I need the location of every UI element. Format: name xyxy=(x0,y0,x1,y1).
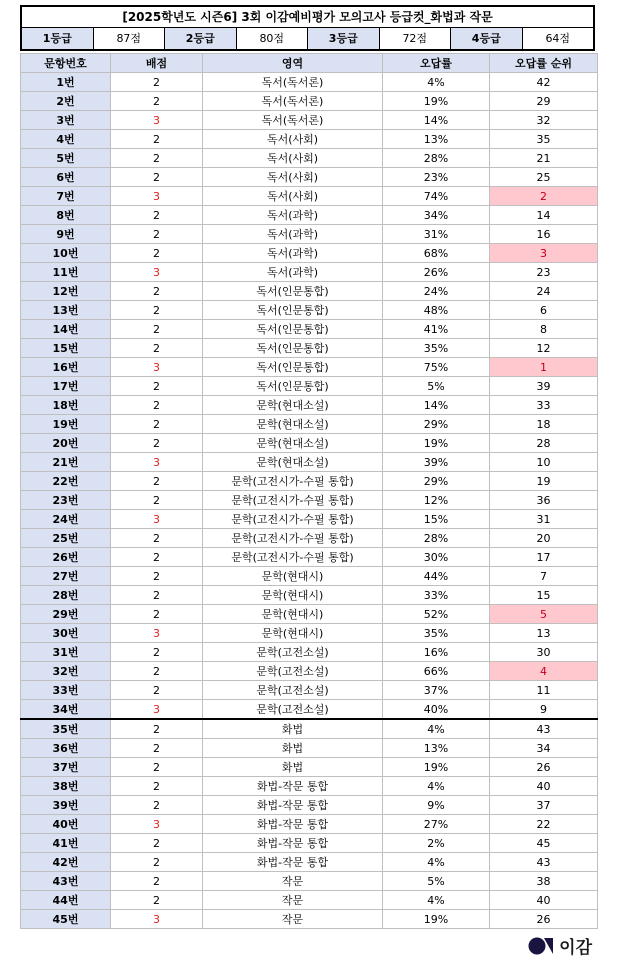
error-rate-cell: 24% xyxy=(383,282,490,301)
error-rank-cell: 4 xyxy=(490,662,598,681)
area-cell: 문학(현대시) xyxy=(203,586,383,605)
table-row xyxy=(21,453,598,472)
table-row xyxy=(21,815,598,834)
table-row xyxy=(21,586,598,605)
area-cell: 문학(고전시가-수필 통합) xyxy=(203,491,383,510)
table-row xyxy=(21,643,598,662)
area-cell: 문학(고전소설) xyxy=(203,681,383,700)
error-rate-cell: 19% xyxy=(383,92,490,111)
error-rate-cell: 29% xyxy=(383,472,490,491)
error-rate-cell: 26% xyxy=(383,263,490,282)
error-rank-cell: 29 xyxy=(490,92,598,111)
error-rank-cell: 23 xyxy=(490,263,598,282)
table-row xyxy=(21,491,598,510)
error-rate-cell: 28% xyxy=(383,529,490,548)
error-rank-cell: 33 xyxy=(490,396,598,415)
error-rank-cell: 25 xyxy=(490,168,598,187)
error-rate-cell: 48% xyxy=(383,301,490,320)
area-cell: 문학(고전시가-수필 통합) xyxy=(203,510,383,529)
error-rank-cell: 30 xyxy=(490,643,598,662)
points-cell: 2 xyxy=(111,548,203,567)
error-rate-cell: 31% xyxy=(383,225,490,244)
error-rate-cell: 41% xyxy=(383,320,490,339)
area-cell: 독서(사회) xyxy=(203,149,383,168)
area-cell: 독서(사회) xyxy=(203,187,383,206)
error-rank-cell: 3 xyxy=(490,244,598,263)
error-rank-cell: 5 xyxy=(490,605,598,624)
error-rank-cell: 20 xyxy=(490,529,598,548)
col-header-question: 문항번호 xyxy=(21,54,111,73)
error-rank-cell: 24 xyxy=(490,282,598,301)
error-rate-cell: 13% xyxy=(383,739,490,758)
question-number-cell: 14번 xyxy=(21,320,111,339)
points-cell: 2 xyxy=(111,130,203,149)
error-rate-cell: 34% xyxy=(383,206,490,225)
question-number-cell: 23번 xyxy=(21,491,111,510)
points-cell: 2 xyxy=(111,777,203,796)
question-number-cell: 8번 xyxy=(21,206,111,225)
table-row xyxy=(21,301,598,320)
igam-logo xyxy=(528,933,592,958)
grade-2-label: 2등급 xyxy=(165,28,237,49)
question-number-cell: 39번 xyxy=(21,796,111,815)
table-row xyxy=(21,567,598,586)
points-cell: 2 xyxy=(111,567,203,586)
error-rank-cell: 21 xyxy=(490,149,598,168)
question-number-cell: 19번 xyxy=(21,415,111,434)
grade-1-label: 1등급 xyxy=(22,28,94,49)
grade-4-score: 64점 xyxy=(545,32,571,45)
error-rate-cell: 39% xyxy=(383,453,490,472)
points-cell: 3 xyxy=(111,111,203,130)
points-cell: 2 xyxy=(111,282,203,301)
col-header-area: 영역 xyxy=(203,54,383,73)
area-cell: 독서(사회) xyxy=(203,168,383,187)
table-row xyxy=(21,168,598,187)
error-rate-cell: 15% xyxy=(383,510,490,529)
area-cell: 문학(고전시가-수필 통합) xyxy=(203,472,383,491)
question-number-cell: 2번 xyxy=(21,92,111,111)
area-cell: 독서(인문통합) xyxy=(203,320,383,339)
table-row xyxy=(21,872,598,891)
grade-3-score: 72점 xyxy=(380,28,452,49)
points-cell: 3 xyxy=(111,815,203,834)
table-row xyxy=(21,244,598,263)
error-rank-cell: 34 xyxy=(490,739,598,758)
error-rate-cell: 33% xyxy=(383,586,490,605)
points-cell: 2 xyxy=(111,796,203,815)
error-rate-cell: 16% xyxy=(383,643,490,662)
table-row xyxy=(21,719,598,739)
error-rate-cell: 37% xyxy=(383,681,490,700)
question-number-cell: 40번 xyxy=(21,815,111,834)
error-rate-cell: 19% xyxy=(383,910,490,929)
error-rank-cell: 43 xyxy=(490,719,598,739)
question-number-cell: 34번 xyxy=(21,700,111,720)
points-cell: 2 xyxy=(111,643,203,662)
points-cell: 2 xyxy=(111,719,203,739)
points-cell: 3 xyxy=(111,624,203,643)
question-number-cell: 24번 xyxy=(21,510,111,529)
table-row xyxy=(21,777,598,796)
points-cell: 3 xyxy=(111,358,203,377)
error-rank-cell: 1 xyxy=(490,358,598,377)
area-cell: 독서(인문통합) xyxy=(203,358,383,377)
error-rate-cell: 12% xyxy=(383,491,490,510)
error-rank-cell: 42 xyxy=(490,73,598,92)
error-rate-cell: 74% xyxy=(383,187,490,206)
points-cell: 3 xyxy=(111,910,203,929)
points-cell: 2 xyxy=(111,244,203,263)
area-cell: 화법-작문 통합 xyxy=(203,777,383,796)
error-rate-cell: 9% xyxy=(383,796,490,815)
error-rank-cell: 43 xyxy=(490,853,598,872)
table-row xyxy=(21,282,598,301)
table-row xyxy=(21,73,598,92)
question-number-cell: 36번 xyxy=(21,739,111,758)
igam-logo-icon xyxy=(528,937,554,955)
area-cell: 독서(인문통합) xyxy=(203,282,383,301)
error-rank-cell: 37 xyxy=(490,796,598,815)
table-row xyxy=(21,529,598,548)
table-row xyxy=(21,263,598,282)
points-cell: 2 xyxy=(111,472,203,491)
points-cell: 2 xyxy=(111,396,203,415)
points-cell: 2 xyxy=(111,73,203,92)
error-rank-cell: 18 xyxy=(490,415,598,434)
points-cell: 2 xyxy=(111,339,203,358)
error-rank-cell: 11 xyxy=(490,681,598,700)
question-number-cell: 37번 xyxy=(21,758,111,777)
area-cell: 문학(현대소설) xyxy=(203,415,383,434)
question-number-cell: 15번 xyxy=(21,339,111,358)
area-cell: 문학(현대시) xyxy=(203,624,383,643)
error-rate-cell: 68% xyxy=(383,244,490,263)
error-rank-cell: 39 xyxy=(490,377,598,396)
table-row xyxy=(21,662,598,681)
area-cell: 독서(독서론) xyxy=(203,73,383,92)
table-row xyxy=(21,472,598,491)
question-number-cell: 10번 xyxy=(21,244,111,263)
error-rate-cell: 35% xyxy=(383,624,490,643)
error-rate-cell: 4% xyxy=(383,73,490,92)
area-cell: 작문 xyxy=(203,891,383,910)
grade-4-label: 4등급 xyxy=(451,28,523,49)
question-number-cell: 28번 xyxy=(21,586,111,605)
area-cell: 독서(과학) xyxy=(203,244,383,263)
area-cell: 화법-작문 통합 xyxy=(203,853,383,872)
points-cell: 2 xyxy=(111,415,203,434)
points-cell: 2 xyxy=(111,206,203,225)
error-rate-cell: 28% xyxy=(383,149,490,168)
error-rate-cell: 13% xyxy=(383,130,490,149)
area-cell: 독서(독서론) xyxy=(203,111,383,130)
points-cell: 2 xyxy=(111,168,203,187)
error-rank-cell: 38 xyxy=(490,872,598,891)
table-row xyxy=(21,415,598,434)
area-cell: 화법 xyxy=(203,739,383,758)
table-row xyxy=(21,206,598,225)
points-cell: 2 xyxy=(111,891,203,910)
points-cell: 2 xyxy=(111,301,203,320)
error-rate-cell: 5% xyxy=(383,872,490,891)
error-rank-cell: 14 xyxy=(490,206,598,225)
table-row xyxy=(21,605,598,624)
points-cell: 2 xyxy=(111,853,203,872)
area-cell: 독서(과학) xyxy=(203,263,383,282)
table-body xyxy=(21,73,598,929)
question-number-cell: 21번 xyxy=(21,453,111,472)
table-row xyxy=(21,320,598,339)
error-rate-cell: 4% xyxy=(383,853,490,872)
question-number-cell: 26번 xyxy=(21,548,111,567)
question-number-cell: 44번 xyxy=(21,891,111,910)
error-rank-cell: 36 xyxy=(490,491,598,510)
table-row xyxy=(21,758,598,777)
error-rate-cell: 40% xyxy=(383,700,490,720)
area-cell: 문학(고전소설) xyxy=(203,643,383,662)
area-cell: 작문 xyxy=(203,872,383,891)
points-cell: 3 xyxy=(111,510,203,529)
points-cell: 2 xyxy=(111,758,203,777)
area-cell: 독서(인문통합) xyxy=(203,339,383,358)
points-cell: 2 xyxy=(111,529,203,548)
points-cell: 2 xyxy=(111,434,203,453)
table-row xyxy=(21,396,598,415)
question-number-cell: 5번 xyxy=(21,149,111,168)
points-cell: 2 xyxy=(111,834,203,853)
error-rank-cell: 6 xyxy=(490,301,598,320)
area-cell: 문학(고전시가-수필 통합) xyxy=(203,548,383,567)
area-cell: 독서(사회) xyxy=(203,130,383,149)
points-cell: 2 xyxy=(111,681,203,700)
error-rank-cell: 16 xyxy=(490,225,598,244)
points-cell: 2 xyxy=(111,92,203,111)
error-rate-cell: 4% xyxy=(383,777,490,796)
question-number-cell: 38번 xyxy=(21,777,111,796)
table-row xyxy=(21,834,598,853)
question-number-cell: 29번 xyxy=(21,605,111,624)
points-cell: 2 xyxy=(111,586,203,605)
error-rate-cell: 5% xyxy=(383,377,490,396)
table-row xyxy=(21,92,598,111)
table-row xyxy=(21,130,598,149)
points-cell: 2 xyxy=(111,377,203,396)
error-rate-cell: 23% xyxy=(383,168,490,187)
area-cell: 화법 xyxy=(203,758,383,777)
logo-text: 이감 xyxy=(559,938,592,958)
error-rank-cell: 26 xyxy=(490,758,598,777)
question-number-cell: 43번 xyxy=(21,872,111,891)
error-rank-cell: 31 xyxy=(490,510,598,529)
error-rank-cell: 12 xyxy=(490,339,598,358)
question-number-cell: 4번 xyxy=(21,130,111,149)
question-number-cell: 41번 xyxy=(21,834,111,853)
error-rank-cell: 35 xyxy=(490,130,598,149)
question-number-cell: 18번 xyxy=(21,396,111,415)
error-rank-cell: 32 xyxy=(490,111,598,130)
area-cell: 독서(인문통합) xyxy=(203,377,383,396)
error-rate-cell: 14% xyxy=(383,396,490,415)
table-row xyxy=(21,681,598,700)
table-row xyxy=(21,700,598,720)
points-cell: 3 xyxy=(111,453,203,472)
question-number-cell: 3번 xyxy=(21,111,111,130)
points-cell: 2 xyxy=(111,662,203,681)
table-row xyxy=(21,225,598,244)
points-cell: 2 xyxy=(111,320,203,339)
error-rate-cell: 44% xyxy=(383,567,490,586)
error-rank-cell: 9 xyxy=(490,700,598,720)
table-row xyxy=(21,339,598,358)
area-cell: 화법-작문 통합 xyxy=(203,815,383,834)
error-rank-cell: 7 xyxy=(490,567,598,586)
question-number-cell: 33번 xyxy=(21,681,111,700)
error-rate-cell: 4% xyxy=(383,891,490,910)
table-row xyxy=(21,434,598,453)
area-cell: 독서(독서론) xyxy=(203,92,383,111)
area-cell: 문학(현대소설) xyxy=(203,453,383,472)
error-rate-cell: 29% xyxy=(383,415,490,434)
grade-2-score: 80점 xyxy=(237,28,309,49)
table-row xyxy=(21,111,598,130)
error-rank-cell: 22 xyxy=(490,815,598,834)
area-cell: 독서(인문통합) xyxy=(203,301,383,320)
error-rank-cell: 13 xyxy=(490,624,598,643)
area-cell: 독서(과학) xyxy=(203,225,383,244)
grade-3-label: 3등급 xyxy=(308,28,380,49)
grade-cut-row xyxy=(22,28,593,49)
table-row xyxy=(21,853,598,872)
points-cell: 3 xyxy=(111,263,203,282)
question-number-cell: 12번 xyxy=(21,282,111,301)
area-cell: 문학(현대시) xyxy=(203,567,383,586)
question-number-cell: 45번 xyxy=(21,910,111,929)
error-rank-cell: 45 xyxy=(490,834,598,853)
area-cell: 문학(고전소설) xyxy=(203,700,383,720)
question-number-cell: 20번 xyxy=(21,434,111,453)
question-number-cell: 22번 xyxy=(21,472,111,491)
table-row xyxy=(21,149,598,168)
area-cell: 독서(과학) xyxy=(203,206,383,225)
error-rank-cell: 8 xyxy=(490,320,598,339)
question-number-cell: 11번 xyxy=(21,263,111,282)
points-cell: 2 xyxy=(111,872,203,891)
table-row xyxy=(21,891,598,910)
question-number-cell: 9번 xyxy=(21,225,111,244)
area-cell: 문학(고전소설) xyxy=(203,662,383,681)
error-rate-cell: 27% xyxy=(383,815,490,834)
area-cell: 문학(현대시) xyxy=(203,605,383,624)
error-rank-cell: 26 xyxy=(490,910,598,929)
error-rank-cell: 40 xyxy=(490,777,598,796)
error-rate-cell: 75% xyxy=(383,358,490,377)
error-rank-cell: 2 xyxy=(490,187,598,206)
error-rate-cell: 52% xyxy=(383,605,490,624)
table-row xyxy=(21,358,598,377)
question-stats-table xyxy=(20,53,598,929)
error-rate-cell: 35% xyxy=(383,339,490,358)
error-rate-cell: 4% xyxy=(383,719,490,739)
error-rank-cell: 19 xyxy=(490,472,598,491)
table-row xyxy=(21,739,598,758)
question-number-cell: 13번 xyxy=(21,301,111,320)
error-rate-cell: 19% xyxy=(383,758,490,777)
error-rate-cell: 2% xyxy=(383,834,490,853)
question-number-cell: 1번 xyxy=(21,73,111,92)
points-cell: 3 xyxy=(111,187,203,206)
points-cell: 2 xyxy=(111,491,203,510)
page-title: [2025학년도 시즌6] 3회 이감예비평가 모의고사 등급컷_화법과 작문 xyxy=(22,7,593,28)
question-number-cell: 17번 xyxy=(21,377,111,396)
question-number-cell: 25번 xyxy=(21,529,111,548)
question-number-cell: 27번 xyxy=(21,567,111,586)
area-cell: 문학(현대소설) xyxy=(203,396,383,415)
col-header-error-rate: 오답률 xyxy=(383,54,490,73)
error-rate-cell: 19% xyxy=(383,434,490,453)
table-row xyxy=(21,548,598,567)
question-number-cell: 6번 xyxy=(21,168,111,187)
col-header-error-rank: 오답률 순위 xyxy=(490,54,598,73)
table-row xyxy=(21,624,598,643)
area-cell: 화법-작문 통합 xyxy=(203,796,383,815)
table-row xyxy=(21,796,598,815)
points-cell: 2 xyxy=(111,149,203,168)
area-cell: 작문 xyxy=(203,910,383,929)
table-row xyxy=(21,187,598,206)
table-row xyxy=(21,377,598,396)
error-rank-cell: 28 xyxy=(490,434,598,453)
error-rate-cell: 66% xyxy=(383,662,490,681)
question-number-cell: 16번 xyxy=(21,358,111,377)
points-cell: 2 xyxy=(111,739,203,758)
question-number-cell: 30번 xyxy=(21,624,111,643)
table-row xyxy=(21,510,598,529)
points-cell: 2 xyxy=(111,605,203,624)
error-rank-cell: 10 xyxy=(490,453,598,472)
question-number-cell: 35번 xyxy=(21,719,111,739)
area-cell: 화법-작문 통합 xyxy=(203,834,383,853)
area-cell: 화법 xyxy=(203,719,383,739)
question-number-cell: 7번 xyxy=(21,187,111,206)
error-rank-cell: 17 xyxy=(490,548,598,567)
grade-1-score: 87점 xyxy=(94,28,166,49)
table-header-row xyxy=(21,54,598,73)
error-rank-cell: 15 xyxy=(490,586,598,605)
error-rate-cell: 14% xyxy=(383,111,490,130)
question-number-cell: 42번 xyxy=(21,853,111,872)
error-rate-cell: 30% xyxy=(383,548,490,567)
grade-cut-header xyxy=(20,5,595,51)
question-number-cell: 32번 xyxy=(21,662,111,681)
area-cell: 문학(고전시가-수필 통합) xyxy=(203,529,383,548)
error-rank-cell: 40 xyxy=(490,891,598,910)
points-cell: 3 xyxy=(111,700,203,720)
points-cell: 2 xyxy=(111,225,203,244)
col-header-points: 배점 xyxy=(111,54,203,73)
area-cell: 문학(현대소설) xyxy=(203,434,383,453)
table-row xyxy=(21,910,598,929)
question-number-cell: 31번 xyxy=(21,643,111,662)
